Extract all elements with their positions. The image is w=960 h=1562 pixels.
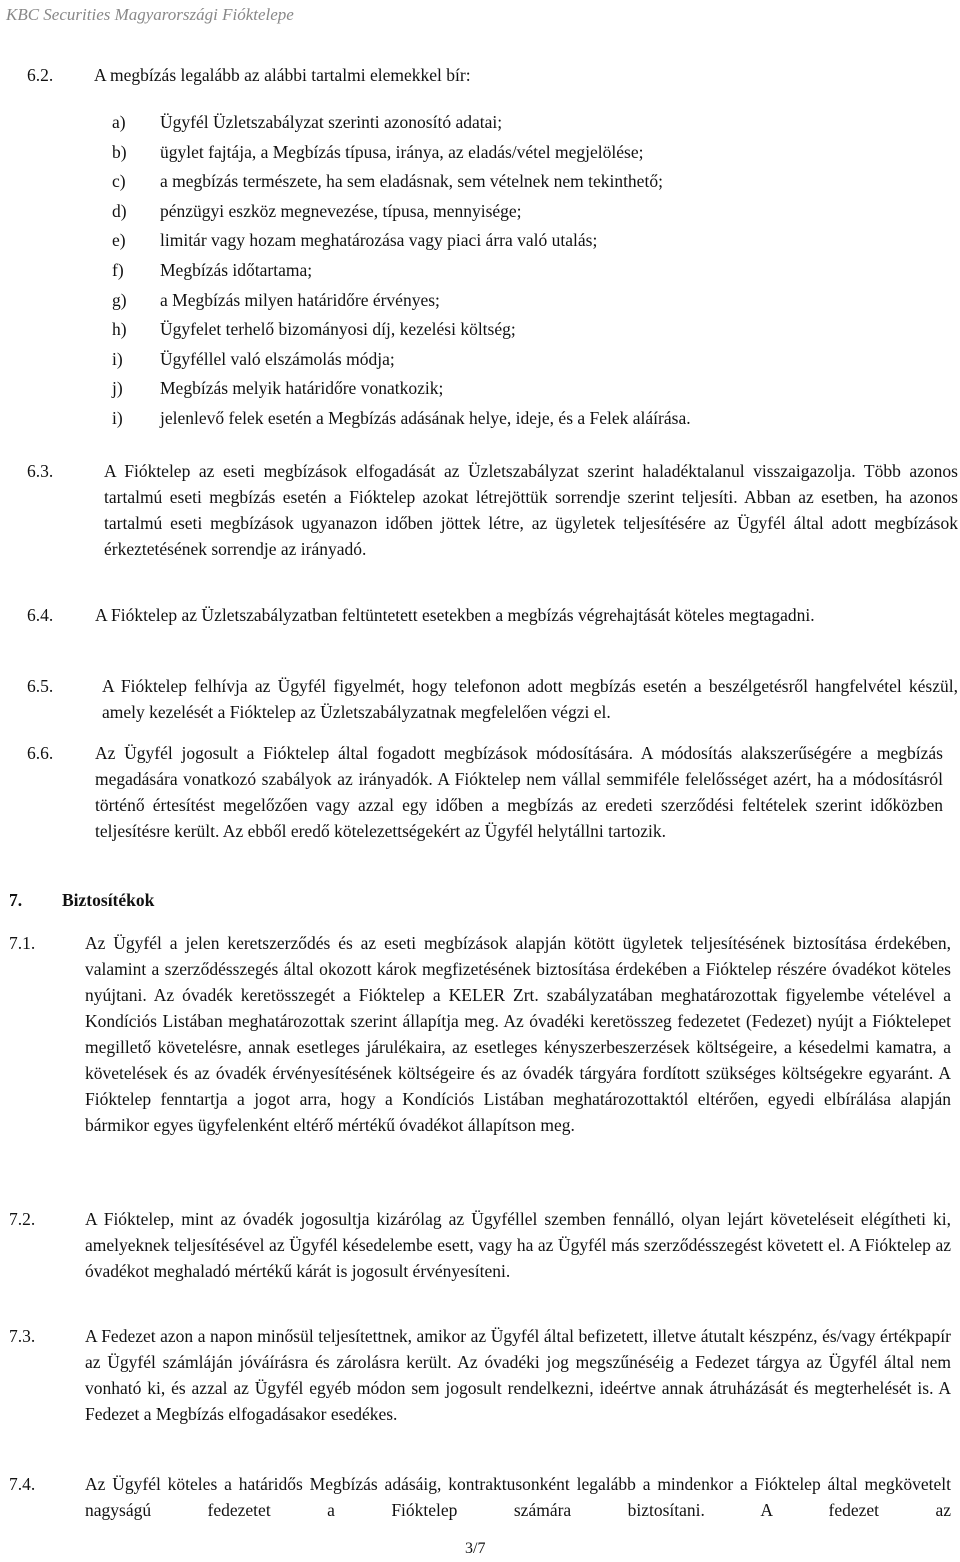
section-text: Az Ügyfél jogosult a Fióktelep által fogadott megbízások módosítására. A módosítás alakszerűségére a megbízás megadására vonatkozó szabályok az irányadók. A Fióktelep nem vállal semmiféle felelősséget azért, ha a módosításról történő értesítést megelőzően vagy azzal egy időben a megbízás az eredeti szerződési feltételek szerint időközben teljesítésre került. Az ebből eredő kötelezettségekért az Ügyfél helytállni tartozik. xyxy=(95,743,943,841)
section-number: 7.3. xyxy=(9,1326,36,1346)
page-number: 3/7 xyxy=(465,1540,486,1557)
section-number: 6.3. xyxy=(27,461,54,481)
section-6-6 xyxy=(27,740,943,844)
section-number: 6.6. xyxy=(27,743,54,763)
chapter-title: Biztosítékok xyxy=(62,890,155,910)
list-item xyxy=(112,374,912,404)
list-item xyxy=(112,226,912,256)
list-text: Megbízás melyik határidőre vonatkozik; xyxy=(160,378,444,399)
list-letter: j) xyxy=(112,378,123,399)
list-letter: g) xyxy=(112,289,127,310)
section-text: Az Ügyfél köteles a határidős Megbízás adásáig, kontraktusonként legalább a mindenkor a Fióktelep által megkövetelt nagyságú fedezetet a Fióktelep számára biztosítani. A fedezet az xyxy=(85,1474,951,1520)
section-number: 7.2. xyxy=(9,1209,36,1229)
list-letter: d) xyxy=(112,200,127,221)
list-text: Ügyfelet terhelő bizományosi díj, kezelési költség; xyxy=(160,319,516,340)
section-6-3 xyxy=(27,458,958,562)
section-7-4 xyxy=(9,1471,951,1523)
section-number: 7.1. xyxy=(9,933,36,953)
document-header: KBC Securities Magyarországi Fióktelepe xyxy=(6,5,294,24)
section-text: A Fióktelep felhívja az Ügyfél figyelmét, hogy telefonon adott megbízás esetén a beszélgetésről hangfelvétel készül, amely kezelését a Fióktelep az Üzletszabályzatnak megfelelően végzi el. xyxy=(102,676,958,722)
section-text: A Fióktelep, mint az óvadék jogosultja kizárólag az Ügyféllel szemben fennálló, olyan lejárt követeléseit elégítheti ki, amelyeknek teljesítésével az Ügyfél késedelembe esett, vagy ha az Ügyfél más szerződésszegést követett el. A Fióktelep az óvadékot meghaladó mértékű kárát is jogosult érvényesíteni. xyxy=(85,1209,951,1281)
section-text: A megbízás legalább az alábbi tartalmi elemekkel bír: xyxy=(94,65,471,85)
list-text: pénzügyi eszköz megnevezése, típusa, mennyisége; xyxy=(160,200,522,221)
list-item xyxy=(112,197,912,227)
list-text: jelenlevő felek esetén a Megbízás adásának helye, ideje, és a Felek aláírása. xyxy=(160,407,691,428)
section-number: 7.4. xyxy=(9,1474,36,1494)
list-letter: a) xyxy=(112,112,126,132)
list-item xyxy=(112,315,912,345)
list-letter: h) xyxy=(112,319,127,340)
section-7-2 xyxy=(9,1206,951,1284)
section-7-3 xyxy=(9,1323,951,1427)
list-letter: i) xyxy=(112,348,123,369)
list-item xyxy=(112,404,912,434)
section-number: 6.4. xyxy=(27,605,54,625)
list-letter: c) xyxy=(112,171,126,192)
list-text: Ügyféllel való elszámolás módja; xyxy=(160,348,395,369)
list-letter: e) xyxy=(112,230,126,251)
chapter-number: 7. xyxy=(9,890,23,910)
list-text: a megbízás természete, ha sem eladásnak, sem vételnek nem tekinthető; xyxy=(160,171,663,192)
chapter-heading xyxy=(9,887,154,913)
list-item xyxy=(112,286,912,316)
list-item xyxy=(112,256,912,286)
list-letter: i) xyxy=(112,407,123,428)
list-text: ügylet fajtája, a Megbízás típusa, iránya, az eladás/vétel megjelölése; xyxy=(160,141,644,162)
list-item xyxy=(112,138,912,168)
section-number: 6.2. xyxy=(27,65,54,85)
list-item xyxy=(112,108,912,138)
section-6-5 xyxy=(27,673,958,725)
list-letter: b) xyxy=(112,141,127,162)
section-text: A Fedezet azon a napon minősül teljesítettnek, amikor az Ügyfél által befizetett, illetve átutalt készpénz, és/vagy értékpapír az Ügyfél számláján jóváírásra és zárolásra került. Az óvadéki jog megszűnéséig a Fedezet tárgya az Ügyfél által nem vonható ki, és azzal az Ügyfél egyéb módon sem jogosult rendelkezni, ideértve annak átruházását és megterhelését is. A Fedezet a Megbízás elfogadásakor esedékes. xyxy=(85,1326,951,1424)
list-text: limitár vagy hozam meghatározása vagy piaci árra való utalás; xyxy=(160,230,598,251)
section-6-4 xyxy=(27,602,942,628)
requirements-list xyxy=(112,108,912,434)
list-text: Ügyfél Üzletszabályzat szerinti azonosító adatai; xyxy=(160,112,503,132)
section-7-1 xyxy=(9,930,951,1138)
section-number: 6.5. xyxy=(27,676,54,696)
list-text: Megbízás időtartama; xyxy=(160,259,313,280)
list-item xyxy=(112,167,912,197)
section-text: A Fióktelep az eseti megbízások elfogadását az Üzletszabályzat szerint haladéktalanul visszaigazolja. Több azonos tartalmú eseti megbízás esetén a Fióktelep azokat létrejöttük sorrendje szerint teljesíti. Abban az esetben, ha azonos tartalmú eseti megbízások ugyanazon időben jöttek létre, az ügyletek teljesítésére az Ügyfél által adott megbízások érkeztetésének sorrendje az irányadó. xyxy=(104,461,958,559)
section-text: Az Ügyfél a jelen keretszerződés és az eseti megbízások alapján kötött ügyletek teljesítésének biztosítása érdekében, valamint a szerződésszegés által okozott károk megfizetésének biztosítása érdekében a Fióktelep részére óvadékot köteles nyújtani. Az óvadék keretösszegét a Fióktelep a KELER Zrt. szabályzatában meghatározottak figyelembe vételével a Kondíciós Listában meghatározottak szerint állapítja meg. Az óvadéki keretösszeg fedezetet (Fedezet) nyújt a Fióktelepet megillető követelésre, annak esetleges járulékaira, az esetleges kényszerbeszerzések költségeire, a késedelmi kamatra, a követelések és az óvadék érvényesítésének költségeire és az óvadék tárgyára fordított szükséges költségekre egyaránt. A Fióktelep fenntartja a jogot arra, hogy a Kondíciós Listában meghatározottaktól eltérően, egyedi elbírálása alapján bármikor egyes ügyfelenként eltérő mértékű óvadékot állapítson meg. xyxy=(85,933,951,1135)
list-letter: f) xyxy=(112,259,124,280)
list-item xyxy=(112,345,912,375)
section-text: A Fióktelep az Üzletszabályzatban feltüntetett esetekben a megbízás végrehajtását köteles megtagadni. xyxy=(95,605,815,625)
section-6-2 xyxy=(27,62,927,88)
list-text: a Megbízás milyen határidőre érvényes; xyxy=(160,289,440,310)
